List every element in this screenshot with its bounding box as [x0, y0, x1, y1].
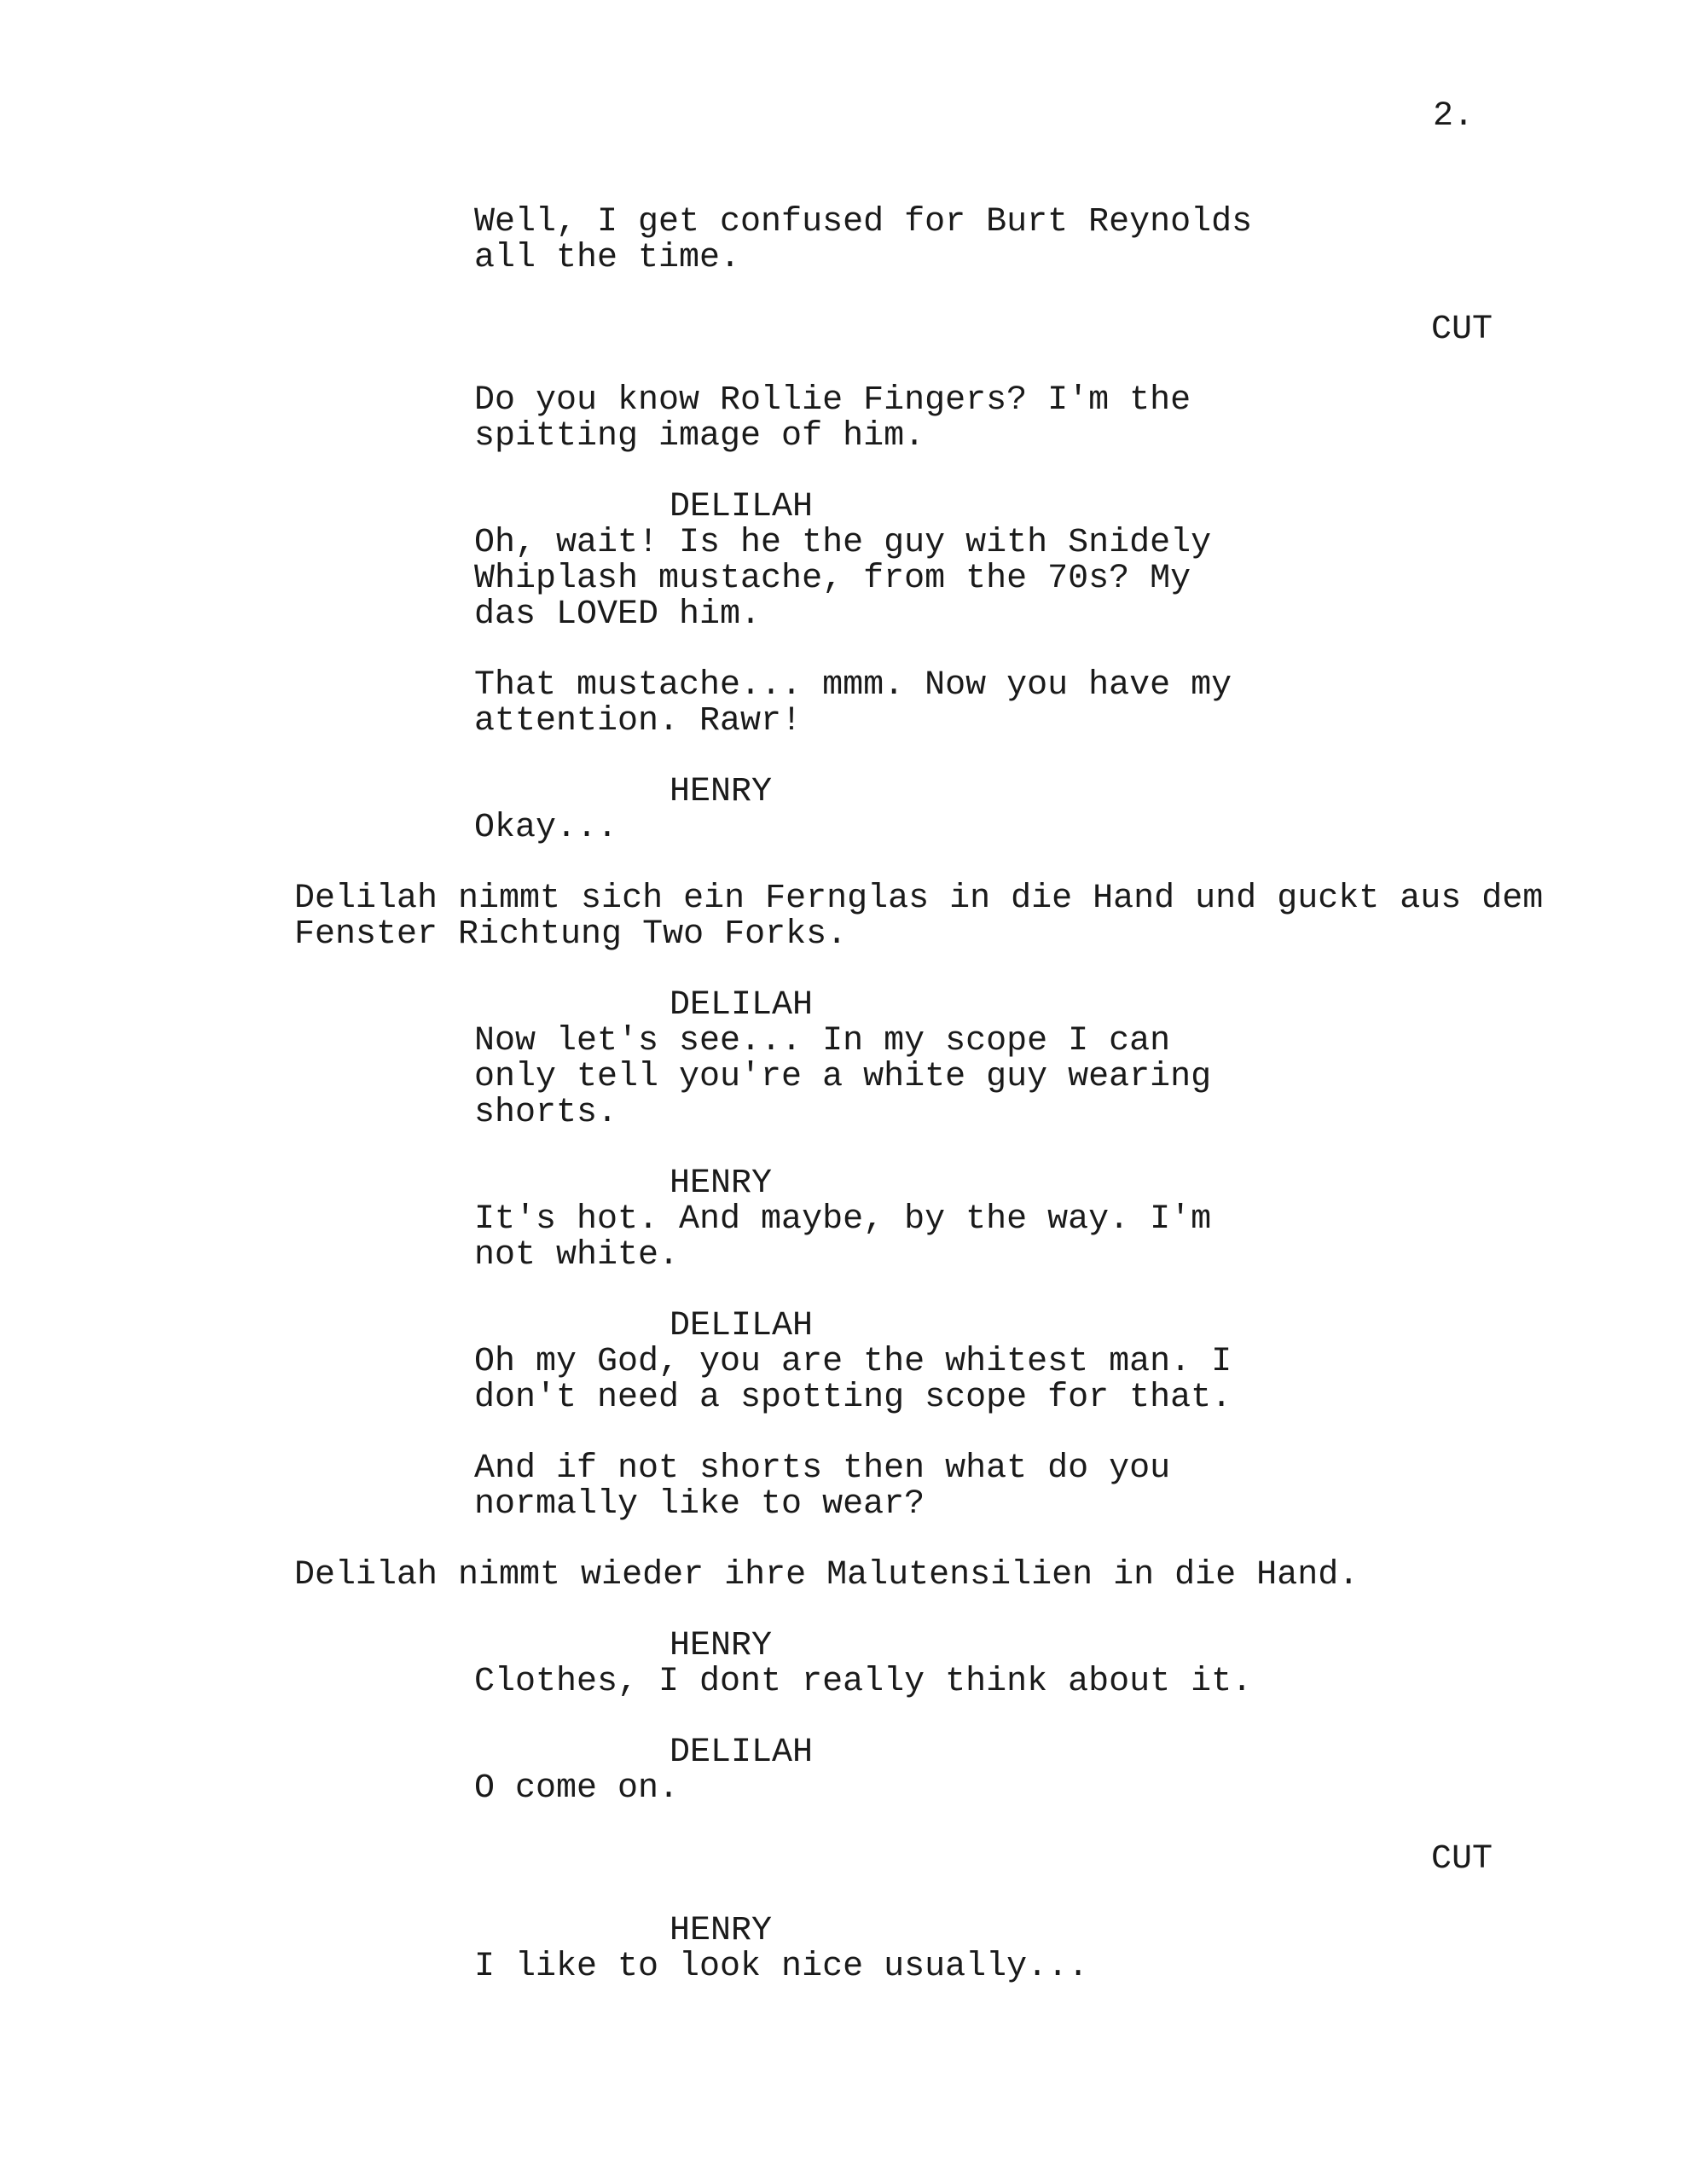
dialogue-line: Oh, wait! Is he the guy with Snidely [474, 524, 1212, 562]
dialogue-line: only tell you're a white guy wearing [474, 1058, 1212, 1096]
transition: CUT [1430, 1840, 1493, 1879]
transition: CUT [1430, 311, 1493, 349]
dialogue-line: spitting image of him. [474, 417, 925, 456]
character-name: HENRY [670, 1912, 773, 1950]
dialogue-line: not white. [474, 1236, 680, 1275]
dialogue-line: Now let's see... In my scope I can [474, 1022, 1171, 1060]
dialogue-line: all the time. [474, 239, 741, 277]
dialogue-line: shorts. [474, 1094, 618, 1132]
dialogue-line: Whiplash mustache, from the 70s? My [474, 560, 1191, 598]
page-number: 2. [1432, 97, 1474, 136]
character-name: HENRY [670, 1627, 773, 1665]
action-line: Delilah nimmt wieder ihre Malutensilien in die Hand. [294, 1556, 1359, 1594]
dialogue-line: Do you know Rollie Fingers? I'm the [474, 381, 1191, 420]
character-name: DELILAH [670, 1734, 814, 1772]
dialogue-line: And if not shorts then what do you [474, 1449, 1171, 1488]
character-name: DELILAH [670, 488, 814, 526]
dialogue-line: It's hot. And maybe, by the way. I'm [474, 1200, 1212, 1239]
dialogue-line: That mustache... mmm. Now you have my [474, 666, 1232, 705]
action-line: Delilah nimmt sich ein Fernglas in die Hand und guckt aus dem [294, 880, 1544, 918]
dialogue-line: don't need a spotting scope for that. [474, 1379, 1232, 1417]
dialogue-line: Okay... [474, 809, 618, 847]
dialogue-line: attention. Rawr! [474, 702, 803, 741]
dialogue-line: O come on. [474, 1769, 680, 1808]
action-line: Fenster Richtung Two Forks. [294, 915, 848, 954]
character-name: HENRY [670, 773, 773, 811]
dialogue-line: das LOVED him. [474, 595, 762, 634]
dialogue-line: Well, I get confused for Burt Reynolds [474, 203, 1253, 241]
dialogue-line: normally like to wear? [474, 1485, 925, 1524]
dialogue-line: Clothes, I dont really think about it. [474, 1663, 1253, 1701]
character-name: DELILAH [670, 1307, 814, 1345]
character-name: HENRY [670, 1165, 773, 1203]
character-name: DELILAH [670, 986, 814, 1025]
dialogue-line: Oh my God, you are the whitest man. I [474, 1343, 1232, 1381]
dialogue-line: I like to look nice usually... [474, 1948, 1089, 1986]
